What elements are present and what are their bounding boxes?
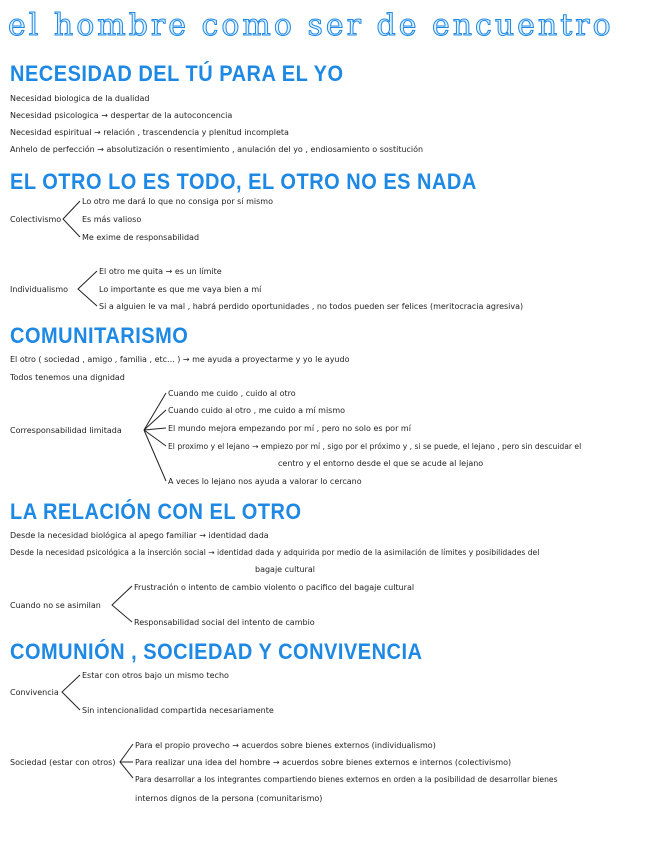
line-apego-familiar: Desde la necesidad biológica al apego familiar → identidad dada [10, 531, 269, 540]
colectivismo-item: Me exime de responsabilidad [82, 233, 200, 242]
page-title: el hombre como ser de encuentro [8, 8, 614, 43]
corresp-item: A veces lo lejano nos ayuda a valorar lo cercano [168, 477, 362, 486]
line-insercion-social: Desde la necesidad psicológica a la inserción social → identidad dada y adquirida por medio de la asimilación de límites y posibilidades del [10, 548, 540, 557]
corresp-item: Cuando me cuido , cuido al otro [168, 389, 296, 398]
label-corresponsabilidad: Corresponsabilidad limitada [10, 426, 122, 435]
asimilan-item: Responsabilidad social del intento de cambio [134, 618, 315, 627]
corresp-item: El proximo y el lejano → empiezo por mí , sigo por el próximo y , si se puede, el lejano , pero sin descuidar el [168, 442, 582, 451]
heading-el-otro: EL OTRO LO ES TODO, EL OTRO NO ES NADA [10, 170, 477, 195]
heading-comunion: COMUNIÓN , SOCIEDAD Y CONVIVENCIA [10, 640, 423, 665]
corresp-item: El mundo mejora empezando por mí , pero no solo es por mí [168, 424, 411, 433]
label-sociedad: Sociedad (estar con otros) [10, 758, 116, 767]
line-anhelo-perfeccion: Anhelo de perfección → absolutización o resentimiento , anulación del yo , endiosamiento o sostitución [10, 145, 424, 154]
sociedad-item: Para desarrollar a los integrantes compartiendo bienes externos en orden a la posibilidad de desarrollar bienes [135, 775, 558, 784]
heading-necesidad: NECESIDAD DEL TÚ PARA EL YO [10, 62, 344, 87]
convivencia-item: Estar con otros bajo un mismo techo [82, 671, 229, 680]
label-individualismo: Individualismo [10, 285, 69, 294]
individualismo-item: Si a alguien le va mal , habrá perdido oportunidades , no todos pueden ser felices (meritocracia agresiva) [99, 302, 524, 311]
line-bagaje-cultural: bagaje cultural [255, 565, 315, 574]
sociedad-item-continued: internos dignos de la persona (comunitarismo) [135, 794, 323, 803]
label-colectivismo: Colectivismo [10, 215, 62, 224]
colectivismo-item: Es más valioso [82, 215, 142, 224]
heading-relacion: LA RELACIÓN CON EL OTRO [10, 500, 302, 525]
asimilan-item: Frustración o intento de cambio violento o pacifico del bagaje cultural [134, 583, 415, 592]
corresp-item-continued: centro y el entorno desde el que se acude al lejano [278, 459, 484, 468]
individualismo-item: Lo importante es que me vaya bien a mí [99, 285, 262, 294]
line-necesidad-espiritual: Necesidad espiritual → relación , trascendencia y plenitud incompleta [10, 128, 289, 137]
line-necesidad-psicologica: Necesidad psicologica → despertar de la autoconcencia [10, 111, 233, 120]
convivencia-item: Sin intencionalidad compartida necesariamente [82, 706, 274, 715]
individualismo-item: El otro me quita → es un límite [99, 267, 222, 276]
colectivismo-item: Lo otro me dará lo que no consiga por sí mismo [82, 197, 273, 206]
line-necesidad-biologica: Necesidad biologica de la dualidad [10, 94, 150, 103]
corresp-item: Cuando cuido al otro , me cuido a mí mismo [168, 406, 346, 415]
heading-comunitarismo: COMUNITARISMO [10, 324, 189, 349]
label-convivencia: Convivencia [10, 688, 59, 697]
line-el-otro: El otro ( sociedad , amigo , familia , etc... ) → me ayuda a proyectarme y yo le ayudo [10, 355, 350, 364]
label-cuando-no-asimilan: Cuando no se asimilan [10, 601, 101, 610]
sociedad-item: Para el propio provecho → acuerdos sobre bienes externos (individualismo) [135, 741, 436, 750]
line-dignidad: Todos tenemos una dignidad [10, 373, 125, 382]
sociedad-item: Para realizar una idea del hombre → acuerdos sobre bienes externos e internos (colectivismo) [135, 758, 512, 767]
